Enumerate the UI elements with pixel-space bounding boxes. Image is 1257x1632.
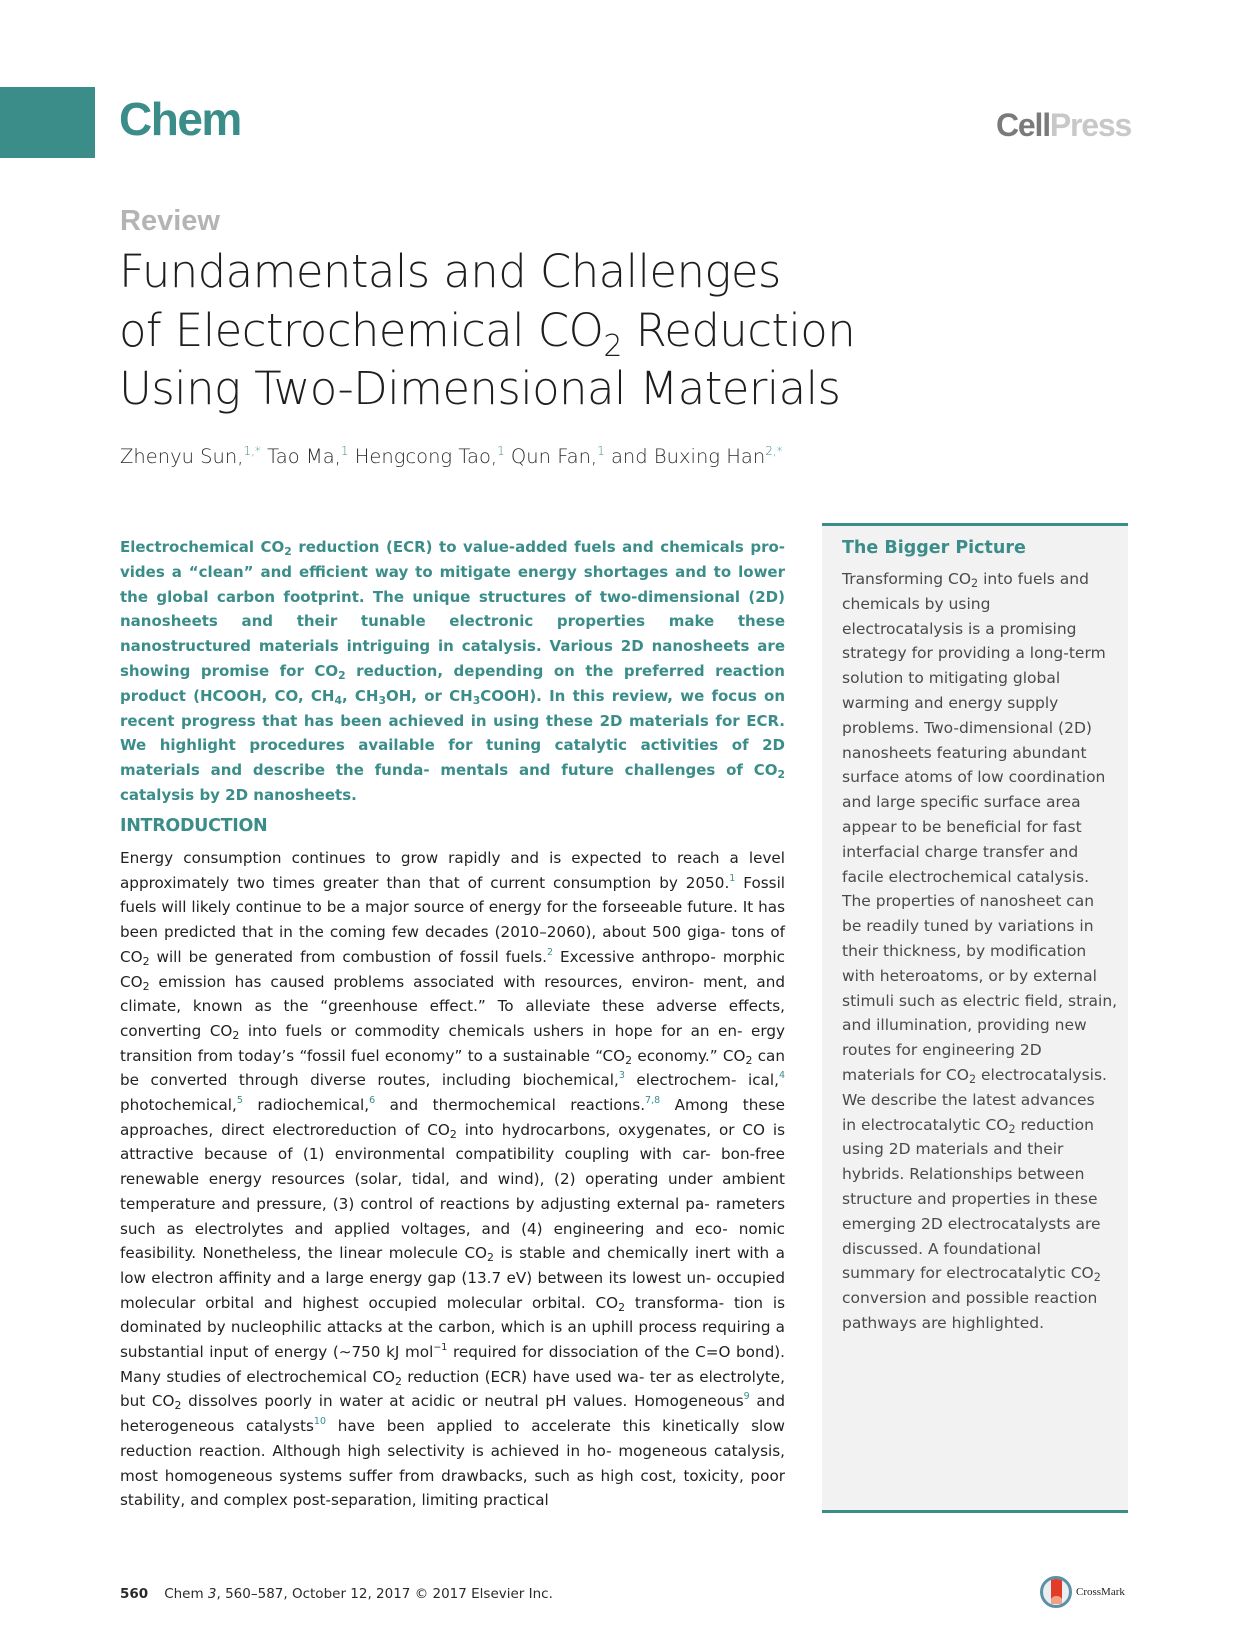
citation-ref[interactable]: 10 — [313, 1416, 326, 1428]
author-name[interactable]: Tao Ma, — [260, 445, 341, 468]
author-name[interactable]: Hengcong Tao, — [348, 445, 498, 468]
author-name[interactable]: and Buxing Han — [604, 445, 766, 468]
author-name[interactable]: Zhenyu Sun, — [120, 445, 244, 468]
affiliation-ref[interactable]: 1 — [597, 444, 605, 458]
crossmark-icon — [1040, 1576, 1072, 1608]
affiliation-ref[interactable]: 1 — [340, 444, 349, 458]
section-heading-introduction: INTRODUCTION — [120, 816, 268, 836]
affiliation-ref[interactable]: 2,* — [765, 444, 783, 458]
citation-ref[interactable]: 6 — [369, 1095, 376, 1107]
page-footer — [120, 1586, 553, 1602]
citation-ref[interactable]: 7,8 — [645, 1095, 661, 1107]
citation-ref[interactable]: 9 — [743, 1391, 750, 1403]
citation-ref[interactable]: 2 — [546, 946, 554, 958]
citation-ref[interactable]: 1 — [729, 872, 736, 884]
article-type-label: Review — [120, 205, 220, 237]
introduction-body: Energy consumption continues to grow rapidly and is expected to reach a level approximately two times greater than that of current consumption by 2050.$^1$ Fossil fuels will likely continue to be a major source of energy for the forseeable future. It has been predicted that in the coming few decades (2010–2060), about 500 giga- tons of $CO_2$ will be generated from combustion of fossil fuels.$^2$ Excessive anthropo- morphic $CO_2$ emission has caused problems associated with resources, environ- ment, and climate, known as the “greenhouse effect.” To alleviate these adverse effects, converting $CO_2$ into fuels or commodity chemicals ushers in hope for an en- ergy transition from today’s “fossil fuel economy” to a sustainable “$CO_2$ economy.” $CO_2$ can be converted through diverse routes, including biochemical,$^3$ electrochem- ical,$^4$ photochemical,$^5$ radiochemical,$^6$ and thermochemical reactions.$^{7,8}$ Among these approaches, direct electroreduction of $CO_2$ into hydrocarbons, oxygenates, or CO is attractive because of (1) environmental compatibility coupling with car- bon-free renewable energy resources (solar, tidal, and wind), (2) operating under ambient temperature and pressure, (3) control of reactions by adjusting external pa- rameters such as electrolytes and applied voltages, and (4) engineering and eco- nomic feasibility. Nonetheless, the linear molecule $CO_2$ is stable and chemically inert with a low electron affinity and a large energy gap (13.7 eV) between its lowest un- occupied molecular orbital and highest occupied molecular orbital. $CO_2$ transforma- tion is dominated by nucleophilic attacks at the carbon, which is an uphill process requiring a substantial input of energy (∼750 kJ mol$^{-1}$ required for dissociation of the C=O bond). Many studies of electrochemical $CO_2$ reduction (ECR) have used wa- ter as electrolyte, but $CO_2$ dissolves poorly in water at acidic or neutral pH values. Homogeneous$^9$ and heterogeneous catalysts$^{10}$ have been applied to accelerate this kinetically slow reduction reaction. Although high selectivity is achieved in ho- mogeneous catalysis, most homogeneous systems suffer from drawbacks, such as high cost, toxicity, poor stability, and complex post-separation, limiting practical — [120, 849, 786, 1510]
page-number: 560 — [120, 1586, 149, 1602]
affiliation-ref[interactable]: 1,* — [243, 444, 261, 458]
author-list — [120, 445, 783, 468]
crossmark-button[interactable]: CrossMark — [1040, 1576, 1125, 1608]
author-name[interactable]: Qun Fan, — [504, 445, 598, 468]
affiliation-ref[interactable]: 1 — [497, 444, 505, 458]
bigger-picture-box — [822, 523, 1128, 1513]
citation-ref[interactable]: 3 — [618, 1070, 625, 1082]
publisher-logo: CellPress — [996, 107, 1132, 143]
journal-color-block — [0, 87, 95, 158]
journal-logo: Chem — [119, 93, 241, 145]
citation-ref[interactable]: 5 — [236, 1095, 243, 1107]
abstract-summary: Electrochemical $CO_2$ reduction (ECR) to value-added fuels and chemicals pro- vides a “clean” and efficient way to mitigate energy shortages and to lower the global carbon footprint. The unique structures of two-dimensional (2D) nanosheets and their tunable electronic properties make these nanostructured materials intriguing in catalysis. Various 2D nanosheets are showing promise for $CO_2$ reduction, depending on the preferred reaction product (HCOOH, CO, $CH_4$, $CH_3OH$, or $CH_3COOH$). In this review, we focus on recent progress that has been achieved in using these 2D materials for ECR. We highlight procedures available for tuning catalytic activities of 2D materials and describe the funda- mentals and future challenges of $CO_2$ catalysis by 2D nanosheets. — [120, 538, 786, 804]
article-title: Fundamentals and Challenges of Electrochemical $CO_2$ Reduction Using Two-Dimensional Materials — [119, 245, 856, 415]
citation-info: Chem 3, 560–587, October 12, 2017 © 2017 Elsevier Inc. — [164, 1586, 553, 1602]
bigger-picture-title: The Bigger Picture — [842, 538, 1026, 558]
bigger-picture-text: Transforming $CO_2$ into fuels and chemicals by using electrocatalysis is a promising strategy for providing a long-term solution to mitigating global warming and energy supply problems. Two-dimensional (2D) nanosheets featuring abundant surface atoms of low coordination and large specific surface area appear to be beneficial for fast interfacial charge transfer and facile electrochemical catalysis. The properties of nanosheet can be readily tuned by variations in their thickness, by modification with heteroatoms, or by external stimuli such as electric field, strain, and illumination, providing new routes for engineering 2D materials for $CO_2$ electrocatalysis. We describe the latest advances in electrocatalytic $CO_2$ reduction using 2D materials and their hybrids. Relationships between structure and properties in these emerging 2D electrocatalysts are discussed. A foundational summary for electrocatalytic $CO_2$ conversion and possible reaction pathways are highlighted. — [842, 570, 1118, 1332]
citation-ref[interactable]: 4 — [778, 1070, 785, 1082]
